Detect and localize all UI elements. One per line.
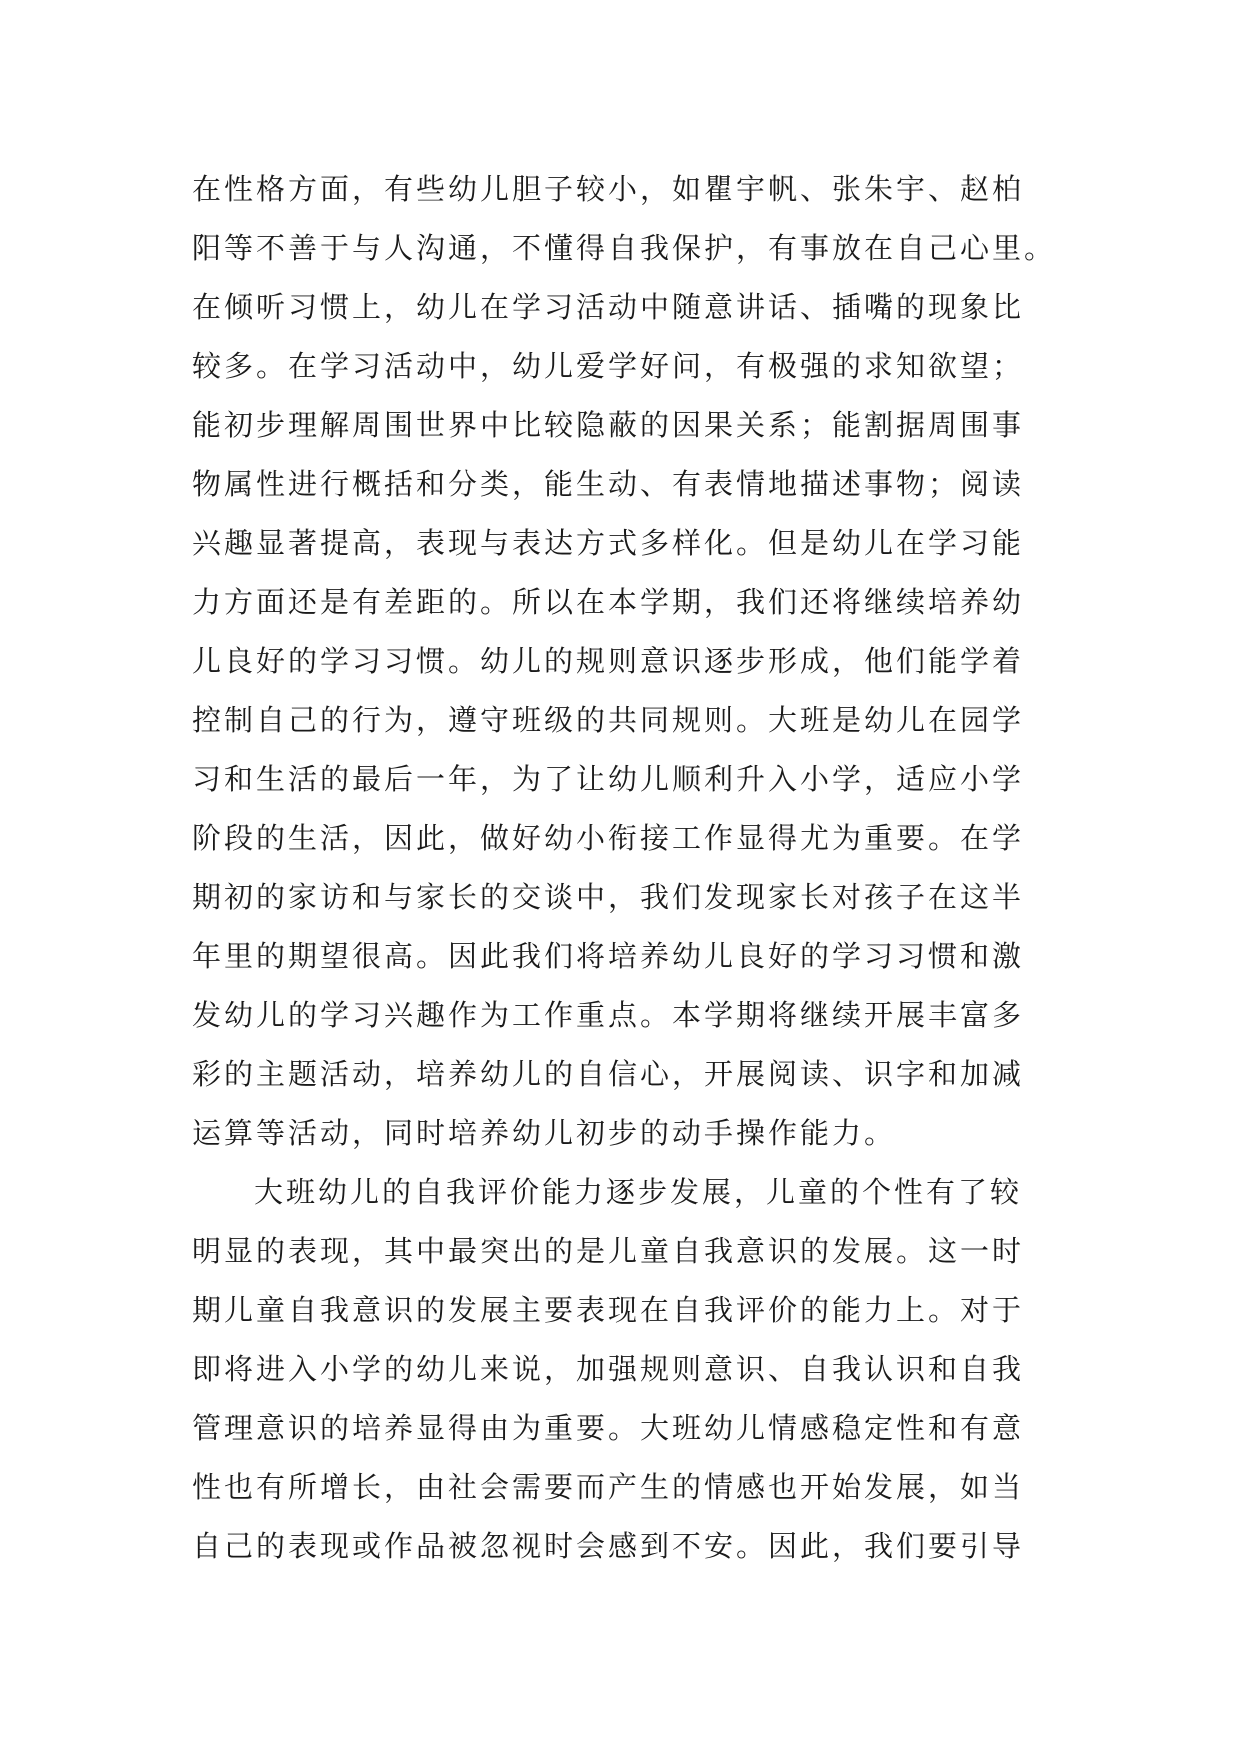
- text-line: 兴趣显著提高，表现与表达方式多样化。但是幼儿在学习能: [192, 526, 1025, 560]
- text-line: 控制自己的行为，遵守班级的共同规则。大班是幼儿在园学: [192, 703, 1025, 737]
- text-line: 发幼儿的学习兴趣作为工作重点。本学期将继续开展丰富多: [192, 998, 1025, 1032]
- text-line: 期儿童自我意识的发展主要表现在自我评价的能力上。对于: [192, 1293, 1025, 1327]
- text-line: 阶段的生活，因此，做好幼小衔接工作显得尤为重要。在学: [192, 821, 1025, 855]
- text-line: 力方面还是有差距的。所以在本学期，我们还将继续培养幼: [192, 585, 1025, 619]
- text-line: 明显的表现，其中最突出的是儿童自我意识的发展。这一时: [192, 1234, 1025, 1268]
- text-line: 自己的表现或作品被忽视时会感到不安。因此，我们要引导: [192, 1529, 1025, 1563]
- text-line: 年里的期望很高。因此我们将培养幼儿良好的学习习惯和激: [192, 939, 1025, 973]
- text-line: 大班幼儿的自我评价能力逐步发展，儿童的个性有了较: [254, 1175, 1023, 1209]
- paragraph: [192, 160, 1057, 1163]
- text-line: 习和生活的最后一年，为了让幼儿顺利升入小学，适应小学: [192, 762, 1025, 796]
- text-line: 儿良好的学习习惯。幼儿的规则意识逐步形成，他们能学着: [192, 644, 1025, 678]
- text-line: 运算等活动，同时培养幼儿初步的动手操作能力。: [192, 1116, 897, 1150]
- text-line: 物属性进行概括和分类，能生动、有表情地描述事物；阅读: [192, 467, 1025, 501]
- text-line: 期初的家访和与家长的交谈中，我们发现家长对孩子在这半: [192, 880, 1025, 914]
- text-line: 彩的主题活动，培养幼儿的自信心，开展阅读、识字和加减: [192, 1057, 1025, 1091]
- text-line: 在性格方面，有些幼儿胆子较小，如瞿宇帆、张朱宇、赵柏: [192, 172, 1025, 206]
- text-line: 性也有所增长，由社会需要而产生的情感也开始发展，如当: [192, 1470, 1025, 1504]
- paragraph: [192, 1163, 1052, 1576]
- body-text: [192, 160, 1057, 1576]
- text-line: 较多。在学习活动中，幼儿爱学好问，有极强的求知欲望；: [192, 349, 1025, 383]
- text-line: 阳等不善于与人沟通，不懂得自我保护，有事放在自己心里。: [192, 231, 1057, 265]
- text-line: 能初步理解周围世界中比较隐蔽的因果关系；能割据周围事: [192, 408, 1025, 442]
- text-line: 管理意识的培养显得由为重要。大班幼儿情感稳定性和有意: [192, 1411, 1025, 1445]
- text-line: 在倾听习惯上，幼儿在学习活动中随意讲话、插嘴的现象比: [192, 290, 1025, 324]
- text-line: 即将进入小学的幼儿来说，加强规则意识、自我认识和自我: [192, 1352, 1025, 1386]
